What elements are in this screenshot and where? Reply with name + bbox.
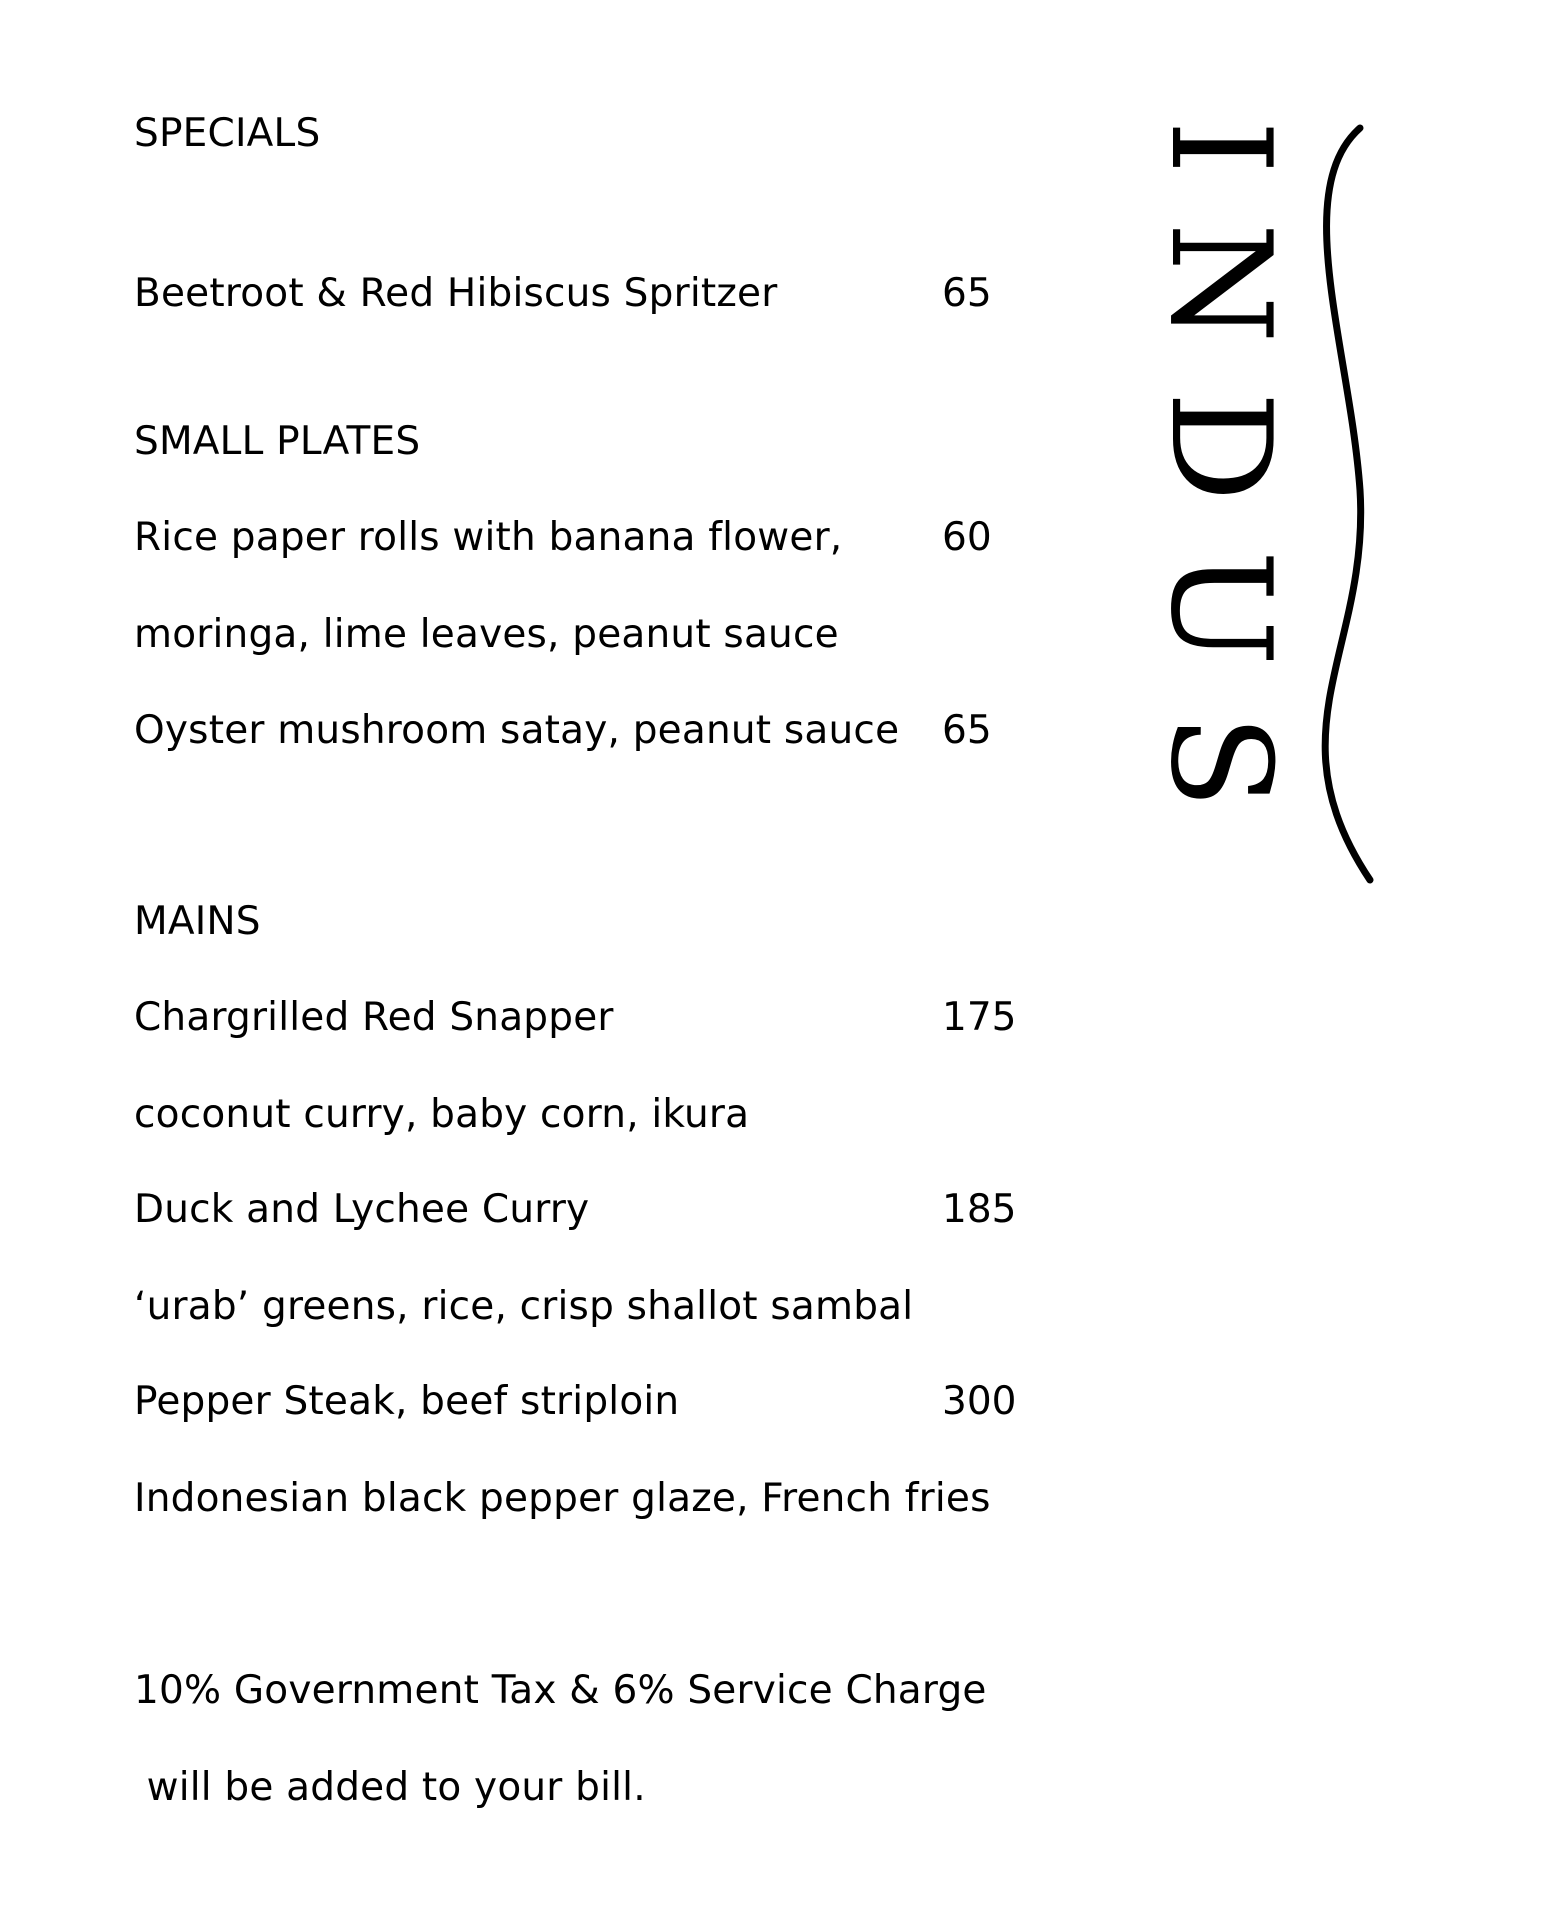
specials-heading: SPECIALS	[134, 111, 321, 156]
menu-item-price: 175	[942, 995, 1017, 1040]
menu-item-description: moringa, lime leaves, peanut sauce	[134, 612, 839, 657]
tax-notice: 10% Government Tax & 6% Service Charge	[134, 1668, 987, 1713]
menu-item-description: coconut curry, baby corn, ikura	[134, 1092, 750, 1137]
menu-item-price: 185	[942, 1187, 1017, 1232]
menu-item-name: Beetroot & Red Hibiscus Spritzer	[134, 271, 778, 316]
menu-item-name: Rice paper rolls with banana flower,	[134, 515, 843, 560]
logo-swoosh-icon	[1120, 110, 1420, 910]
menu-item-name: Chargrilled Red Snapper	[134, 995, 614, 1040]
menu-item-description: Indonesian black pepper glaze, French fries	[134, 1476, 991, 1521]
menu-item-name: Pepper Steak, beef striploin	[134, 1379, 680, 1424]
menu-item-price: 65	[942, 708, 992, 753]
mains-heading: MAINS	[134, 899, 261, 944]
small-plates-heading: SMALL PLATES	[134, 419, 421, 464]
menu-item-price: 65	[942, 271, 992, 316]
menu-item-price: 300	[942, 1379, 1017, 1424]
menu-item-name: Duck and Lychee Curry	[134, 1187, 590, 1232]
menu-item-description: ‘urab’ greens, rice, crisp shallot sambal	[134, 1284, 914, 1329]
indus-logo: INDUS	[1140, 120, 1301, 857]
menu-item-price: 60	[942, 515, 992, 560]
menu-item-name: Oyster mushroom satay, peanut sauce	[134, 708, 900, 753]
tax-notice-continued: will be added to your bill.	[134, 1765, 646, 1810]
